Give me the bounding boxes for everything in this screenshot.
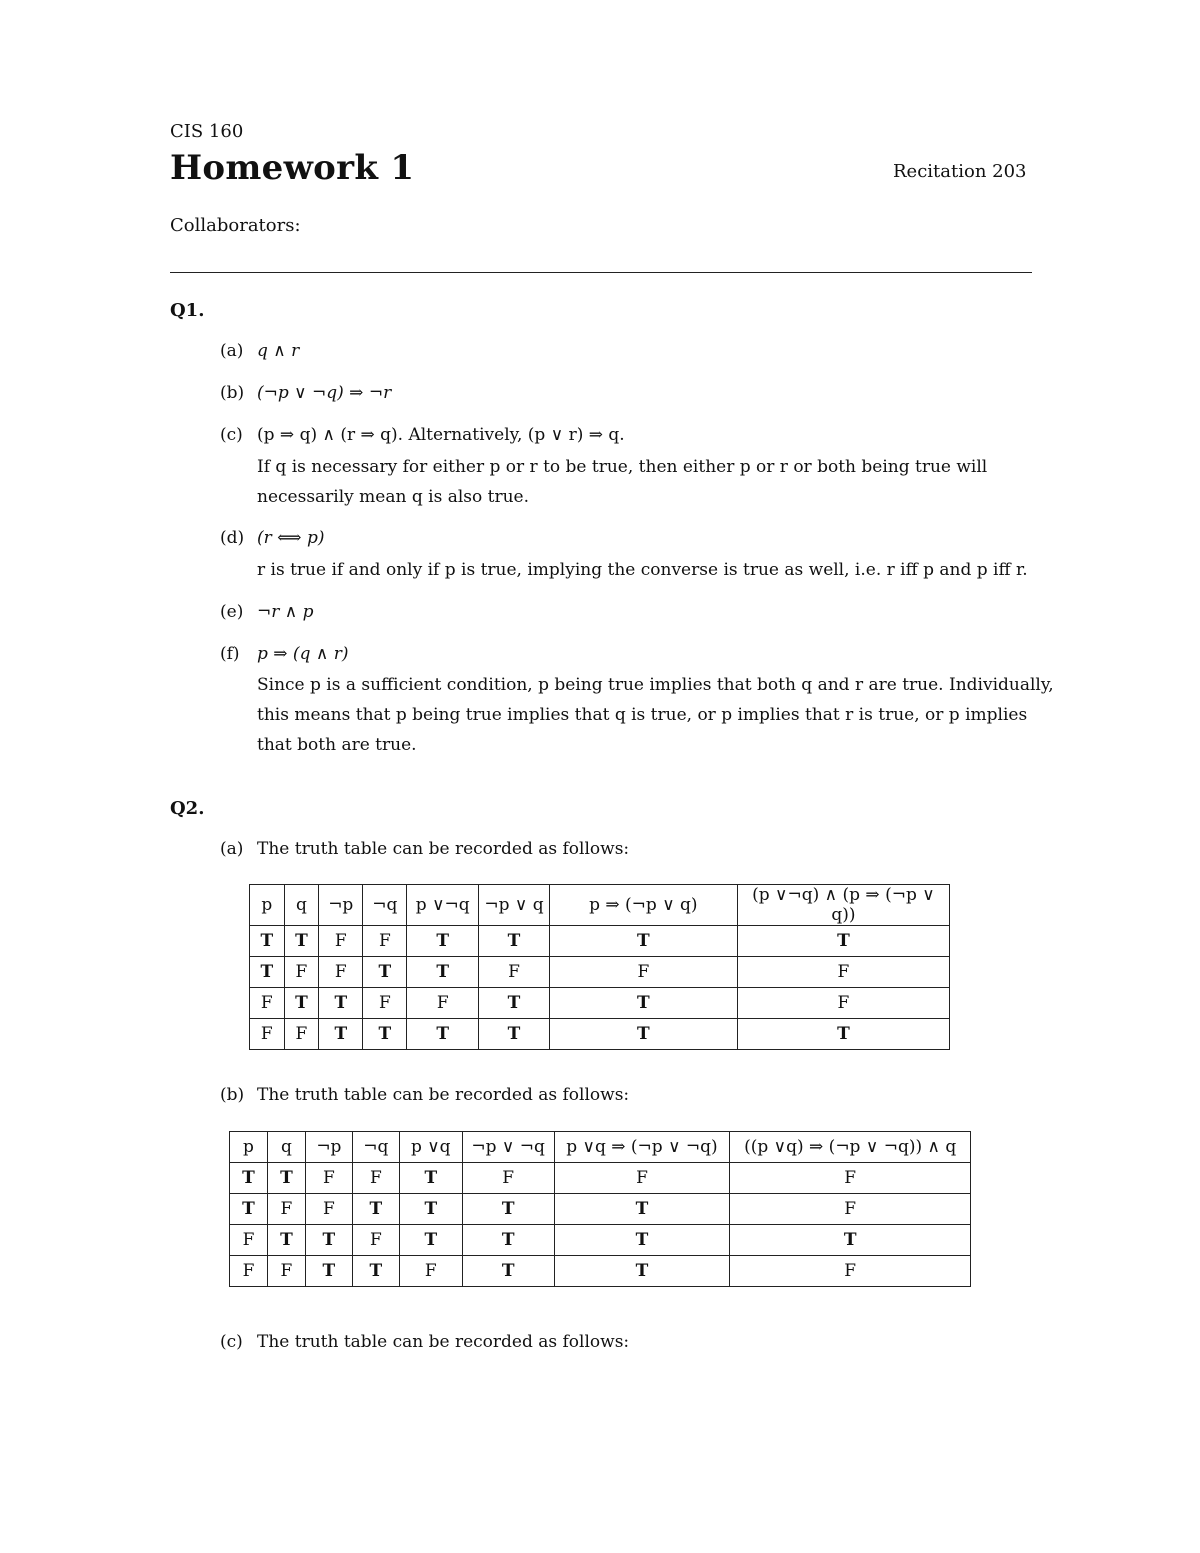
table-cell: T (399, 1163, 462, 1194)
q1-c-text-line: If q is necessary for either p or r to be true, then either p or r or both being true will (257, 457, 988, 477)
q1-f-text-line: Since p is a sufficient condition, p being true implies that both q and r are true. Individually, (257, 675, 1054, 695)
table-cell: T (352, 1194, 399, 1225)
q1-a-expr: q ∧ r (257, 341, 300, 361)
table-header-cell: q (267, 1132, 305, 1163)
table-cell: T (399, 1194, 462, 1225)
table-cell: T (363, 957, 407, 988)
table-cell: F (737, 988, 949, 1019)
table-cell: T (737, 926, 949, 957)
table-cell: F (462, 1163, 554, 1194)
table-cell: T (549, 1019, 737, 1050)
table-cell: F (352, 1163, 399, 1194)
table-cell: F (479, 957, 550, 988)
table-cell: F (319, 957, 363, 988)
table-cell: T (554, 1256, 730, 1287)
table-header-cell: q (284, 885, 319, 926)
course-label: CIS 160 (170, 121, 244, 142)
table-cell: T (549, 926, 737, 957)
table-cell: F (363, 926, 407, 957)
table-cell: T (479, 1019, 550, 1050)
table-cell: F (549, 957, 737, 988)
table-cell: F (407, 988, 479, 1019)
q1-f-text-line: that both are true. (257, 735, 417, 755)
table-cell: T (250, 957, 285, 988)
table-header-cell: ¬p (319, 885, 363, 926)
truth-table-a (249, 884, 950, 1050)
q2-item-a (220, 839, 629, 859)
recitation-label: Recitation 203 (893, 161, 1027, 182)
table-header-cell: p ∨q (399, 1132, 462, 1163)
table-header-cell: ¬p (305, 1132, 352, 1163)
table-row (250, 988, 950, 1019)
table-row (230, 1194, 971, 1225)
truth-table-b (229, 1131, 971, 1287)
q2-a-label: (a) (220, 839, 244, 859)
table-cell: T (284, 926, 319, 957)
q1-a-label: (a) (220, 341, 244, 361)
table-cell: T (479, 926, 550, 957)
table-header-cell: ¬p ∨ q (479, 885, 550, 926)
table-cell: F (250, 1019, 285, 1050)
q1-c-label: (c) (220, 425, 243, 445)
q1-c-expr: (p ⇒ q) ∧ (r ⇒ q). Alternatively, (p ∨ r) ⇒ q. (257, 425, 625, 445)
table-header-cell: p (230, 1132, 268, 1163)
q1-b-expr: (¬p ∨ ¬q) ⇒ ¬r (257, 383, 392, 403)
table-cell: T (267, 1163, 305, 1194)
q1-item-e (220, 602, 314, 622)
q2-c-intro: The truth table can be recorded as follows: (257, 1332, 630, 1352)
table-cell: T (399, 1225, 462, 1256)
table-header-row (250, 885, 950, 926)
table-cell: T (305, 1256, 352, 1287)
table-cell: T (352, 1256, 399, 1287)
q1-d-label: (d) (220, 528, 245, 548)
table-cell: T (554, 1194, 730, 1225)
q2-c-label: (c) (220, 1332, 243, 1352)
q1-e-label: (e) (220, 602, 244, 622)
table-cell: T (479, 988, 550, 1019)
table-header-row (230, 1132, 971, 1163)
table-cell: F (305, 1194, 352, 1225)
table-cell: F (305, 1163, 352, 1194)
page-title: Homework 1 (170, 148, 415, 188)
table-row (250, 1019, 950, 1050)
table-header-cell: p ⇒ (¬p ∨ q) (549, 885, 737, 926)
q2-item-c (220, 1332, 629, 1352)
table-cell: T (554, 1225, 730, 1256)
table-cell: F (250, 988, 285, 1019)
table-row (230, 1163, 971, 1194)
q2-item-b (220, 1085, 629, 1105)
table-cell: F (230, 1225, 268, 1256)
q2-b-label: (b) (220, 1085, 245, 1105)
table-header-cell: p (250, 885, 285, 926)
table-cell: T (462, 1225, 554, 1256)
q2-heading: Q2. (170, 798, 205, 819)
table-header-cell: ¬p ∨ ¬q (462, 1132, 554, 1163)
q1-item-a (220, 341, 299, 361)
table-cell: T (319, 988, 363, 1019)
q1-item-d (220, 528, 324, 548)
collaborators-label: Collaborators: (170, 215, 301, 236)
table-cell: F (363, 988, 407, 1019)
q1-d-expr: (r ⟺ p) (257, 528, 325, 548)
table-cell: F (267, 1194, 305, 1225)
table-row (250, 957, 950, 988)
q1-f-label: (f) (220, 644, 240, 664)
q2-a-intro: The truth table can be recorded as follows: (257, 839, 630, 859)
table-cell: T (407, 957, 479, 988)
q1-b-label: (b) (220, 383, 245, 403)
q1-d-text-line: r is true if and only if p is true, implying the converse is true as well, i.e. r iff p and p iff r. (257, 560, 1028, 580)
table-cell: T (284, 988, 319, 1019)
table-cell: T (363, 1019, 407, 1050)
table-cell: F (284, 957, 319, 988)
q1-item-b (220, 383, 391, 403)
table-cell: T (230, 1194, 268, 1225)
table-cell: T (730, 1225, 971, 1256)
q1-e-expr: ¬r ∧ p (257, 602, 314, 622)
table-cell: F (319, 926, 363, 957)
q1-item-c (220, 425, 625, 445)
table-cell: T (462, 1256, 554, 1287)
table-cell: T (319, 1019, 363, 1050)
table-cell: F (730, 1256, 971, 1287)
table-cell: T (737, 1019, 949, 1050)
table-cell: T (549, 988, 737, 1019)
table-cell: F (730, 1194, 971, 1225)
table-row (230, 1256, 971, 1287)
table-cell: F (737, 957, 949, 988)
table-cell: F (399, 1256, 462, 1287)
table-cell: F (554, 1163, 730, 1194)
q1-c-text-line: necessarily mean q is also true. (257, 487, 530, 507)
table-cell: F (730, 1163, 971, 1194)
table-cell: F (284, 1019, 319, 1050)
table-cell: T (267, 1225, 305, 1256)
q1-f-expr: p ⇒ (q ∧ r) (257, 644, 349, 664)
table-cell: T (250, 926, 285, 957)
table-cell: T (230, 1163, 268, 1194)
table-cell: T (462, 1194, 554, 1225)
q1-heading: Q1. (170, 300, 205, 321)
header-divider (170, 272, 1032, 273)
table-cell: F (352, 1225, 399, 1256)
table-header-cell: ¬q (352, 1132, 399, 1163)
table-cell: F (267, 1256, 305, 1287)
table-header-cell: (p ∨¬q) ∧ (p ⇒ (¬p ∨ q)) (737, 885, 949, 926)
table-header-cell: ¬q (363, 885, 407, 926)
table-header-cell: p ∨q ⇒ (¬p ∨ ¬q) (554, 1132, 730, 1163)
table-cell: F (230, 1256, 268, 1287)
table-cell: T (305, 1225, 352, 1256)
q1-f-text-line: this means that p being true implies that q is true, or p implies that r is true, or p implies (257, 705, 1028, 725)
table-header-cell: ((p ∨q) ⇒ (¬p ∨ ¬q)) ∧ q (730, 1132, 971, 1163)
table-cell: T (407, 1019, 479, 1050)
table-row (250, 926, 950, 957)
table-cell: T (407, 926, 479, 957)
table-header-cell: p ∨¬q (407, 885, 479, 926)
q2-b-intro: The truth table can be recorded as follows: (257, 1085, 630, 1105)
q1-item-f (220, 644, 348, 664)
table-row (230, 1225, 971, 1256)
